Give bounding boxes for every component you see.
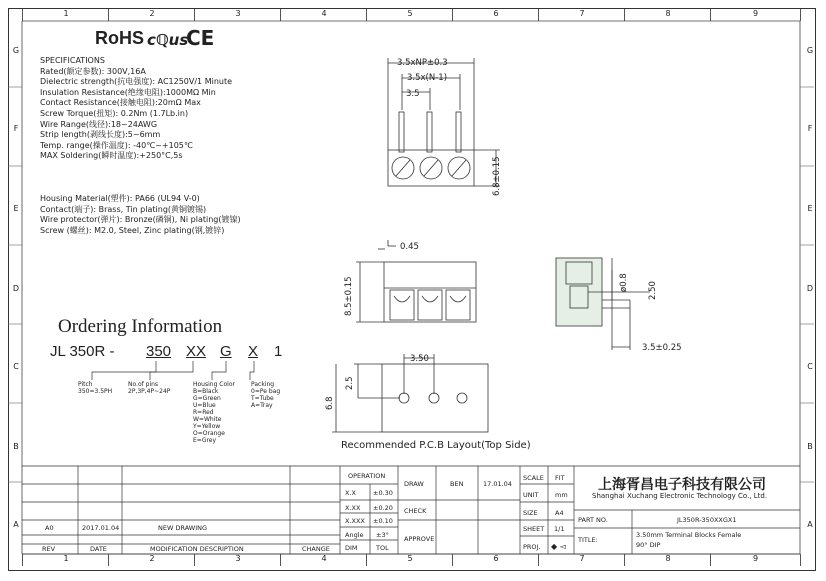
tb-size: SIZE bbox=[523, 509, 538, 517]
zone-row-f: F bbox=[807, 124, 813, 133]
zone-row-f: F bbox=[13, 124, 19, 133]
spec-line: Temp. range(操作温度): -40℃~+105℃ bbox=[40, 140, 193, 150]
tb-tol-xx: X.X bbox=[345, 489, 356, 497]
spec-line: Insulation Resistance(绝缘电阻):1000MΩ Min bbox=[40, 87, 216, 97]
pcb-caption: Recommended P.C.B Layout(Top Side) bbox=[341, 440, 531, 451]
dim-045: 0.45 bbox=[400, 242, 419, 252]
pitch-label: Pitch bbox=[78, 381, 93, 388]
tb-tol-xx-val: ±0.30 bbox=[373, 489, 393, 497]
ul-mark: cℚus bbox=[147, 31, 189, 49]
zone-row-e: E bbox=[807, 204, 813, 213]
color-option: E=Grey bbox=[193, 437, 217, 444]
rev-entry: A0 bbox=[45, 524, 54, 532]
zone-row-b: B bbox=[13, 442, 19, 451]
tb-title-label: TITLE: bbox=[578, 536, 598, 544]
dim-pcb-68: 6.8 bbox=[325, 396, 335, 410]
tb-part-no: JL350R-350XXGX1 bbox=[677, 516, 737, 524]
color-label: Housing Color bbox=[193, 381, 235, 388]
spec-line: Contact Resistance(接触电阻):20mΩ Max bbox=[40, 98, 201, 108]
tb-part-no-label: PART NO. bbox=[578, 516, 608, 524]
tb-tol-angle: Angle bbox=[345, 531, 364, 539]
zone-col-8: 8 bbox=[624, 9, 711, 21]
zone-row-d: D bbox=[12, 284, 20, 293]
material-line: Contact(端子): Brass, Tin plating(黄铜镀锡) bbox=[40, 204, 207, 214]
dim-pcb-25: 2.5 bbox=[345, 376, 355, 390]
zone-row-d: D bbox=[806, 284, 814, 293]
packing-option: T=Tube bbox=[251, 395, 274, 402]
dim-pcb-pitch: 3.50 bbox=[410, 354, 429, 364]
tb-unit: UNIT bbox=[523, 491, 539, 499]
material-line: Wire protector(弹片): Bronze(磷铜), Ni plating(镀镍) bbox=[40, 215, 241, 225]
zone-row-g: G bbox=[12, 46, 20, 55]
zone-col-7: 7 bbox=[538, 9, 625, 21]
zone-col-4: 4 bbox=[280, 554, 367, 566]
zone-col-2: 2 bbox=[108, 554, 195, 566]
zone-col-6: 6 bbox=[452, 9, 539, 21]
zone-row-e: E bbox=[13, 204, 19, 213]
zone-row-c: C bbox=[13, 362, 19, 371]
part-color: G bbox=[220, 343, 232, 360]
tb-date: 17.01.04 bbox=[483, 480, 512, 488]
zone-col-5: 5 bbox=[366, 554, 453, 566]
tb-sheet: SHEET bbox=[523, 525, 545, 533]
spec-line: Dielectric strength(抗电强度): AC1250V/1 Minute bbox=[40, 77, 233, 87]
zone-col-1: 1 bbox=[22, 554, 109, 566]
date-header: DATE bbox=[90, 545, 107, 553]
zone-col-2: 2 bbox=[108, 9, 195, 21]
packing-option: 0=Pe bag bbox=[251, 388, 281, 395]
spec-line: Wire Range(线径):18~24AWG bbox=[40, 119, 158, 129]
tb-dim: DIM bbox=[345, 544, 358, 552]
tb-scale: SCALE bbox=[523, 474, 544, 482]
tb-tol-angle-val: ±3° bbox=[376, 531, 389, 539]
dim-n1: 3.5x(N-1) bbox=[407, 73, 448, 83]
part-packing: X bbox=[248, 343, 259, 360]
zone-row-a: A bbox=[807, 520, 813, 529]
part-pins: XX bbox=[186, 343, 207, 360]
color-option: W=White bbox=[193, 416, 222, 423]
material-line: Screw (螺丝): M2.0, Steel, Zinc plating(钢,镀锌) bbox=[40, 225, 225, 235]
rev-date: 2017.01.04 bbox=[82, 524, 120, 532]
tb-tol: TOL bbox=[376, 544, 389, 552]
zone-col-4: 4 bbox=[280, 9, 367, 21]
ordering-title: Ordering Information bbox=[58, 316, 223, 337]
packing-label: Packing bbox=[251, 381, 275, 388]
tb-drawer: BEN bbox=[450, 480, 464, 488]
zone-col-9: 9 bbox=[710, 554, 801, 566]
company-cn: 上海胥昌电子科技有限公司 bbox=[598, 477, 766, 493]
color-option: Y=Yellow bbox=[193, 423, 221, 430]
packing-option: A=Tray bbox=[251, 402, 273, 409]
color-option: U=Blue bbox=[193, 402, 216, 409]
spec-line: Rated(额定参数): 300V,16A bbox=[40, 66, 146, 76]
tb-title1: 3.50mm Terminal Blocks Female bbox=[636, 531, 742, 539]
change-header: CHANGE bbox=[302, 545, 330, 553]
tb-draw: DRAW bbox=[404, 480, 424, 488]
tb-fit: FIT bbox=[555, 474, 565, 482]
zone-row-b: B bbox=[807, 442, 813, 451]
tb-mm: mm bbox=[555, 491, 568, 499]
tb-proj: PROJ. bbox=[523, 543, 541, 551]
tb-title2: 90° DIP bbox=[636, 541, 661, 549]
company-en: Shanghai Xuchang Electronic Technology Co., Ltd. bbox=[592, 492, 768, 500]
ce-mark: CE bbox=[186, 26, 215, 50]
zone-col-1: 1 bbox=[22, 9, 109, 21]
dim-side-width: 3.5±0.25 bbox=[642, 343, 682, 353]
tb-a4: A4 bbox=[555, 509, 564, 517]
zone-row-a: A bbox=[13, 520, 19, 529]
tb-check: CHECK bbox=[404, 507, 427, 515]
pins-value: 2P,3P,4P~24P bbox=[128, 388, 171, 395]
spec-line: MAX Soldering(瞬时温度):+250°C,5s bbox=[40, 151, 183, 161]
tb-tol-xxxx-val: ±0.10 bbox=[373, 517, 393, 525]
pins-label: No.of pins bbox=[128, 381, 159, 388]
tb-tol-xxx: X.XX bbox=[345, 504, 361, 512]
zone-col-9: 9 bbox=[710, 9, 801, 21]
dim-height-front: 8.5±0.15 bbox=[344, 276, 354, 316]
material-line: Housing Material(塑件): PA66 (UL94 V-0) bbox=[40, 194, 200, 203]
part-suffix: 1 bbox=[274, 343, 283, 360]
tb-tol-xxxx: X.XXX bbox=[345, 517, 365, 525]
part-pitch: 350 bbox=[146, 343, 172, 360]
spec-heading: SPECIFICATIONS bbox=[40, 56, 105, 65]
zone-col-6: 6 bbox=[452, 554, 539, 566]
tb-approve: APPROVE bbox=[404, 535, 435, 543]
pitch-value: 350=3.5PH bbox=[78, 388, 113, 395]
color-option: R=Red bbox=[193, 409, 214, 416]
zone-row-g: G bbox=[806, 46, 814, 55]
tb-sheet-val: 1/1 bbox=[554, 525, 565, 533]
tb-tol-xxx-val: ±0.20 bbox=[373, 504, 393, 512]
zone-col-7: 7 bbox=[538, 554, 625, 566]
rohs-mark: RoHS bbox=[95, 28, 144, 48]
part-series: JL 350R - bbox=[50, 343, 115, 360]
color-option: G=Green bbox=[193, 395, 221, 402]
dim-pitch: 3.5 bbox=[406, 89, 420, 99]
dim-height-top: 6.8±0.15 bbox=[492, 156, 502, 196]
zone-col-5: 5 bbox=[366, 9, 453, 21]
spec-line: Strip length(剥线长度):5~6mm bbox=[40, 130, 161, 140]
projection-icon: ◆ ◅ bbox=[551, 542, 566, 551]
zone-col-3: 3 bbox=[194, 9, 281, 21]
rev-header: REV bbox=[42, 545, 56, 553]
color-option: O=Orange bbox=[193, 430, 225, 437]
color-option: B=Black bbox=[193, 388, 219, 395]
dim-np: 3.5xNP±0.3 bbox=[397, 58, 448, 68]
rev-desc: NEW DRAWING bbox=[158, 524, 208, 532]
dim-250: 2.50 bbox=[648, 281, 658, 300]
zone-col-8: 8 bbox=[624, 554, 711, 566]
spec-line: Screw Torque(扭矩): 0.2Nm (1.7Lb.in) bbox=[40, 108, 189, 118]
zone-row-c: C bbox=[807, 362, 813, 371]
desc-header: MODIFICATION DESCRIPTION bbox=[150, 545, 244, 553]
zone-col-3: 3 bbox=[194, 554, 281, 566]
tb-operation: OPERATION bbox=[348, 472, 386, 480]
dim-diameter: ø0.8 bbox=[619, 273, 629, 292]
